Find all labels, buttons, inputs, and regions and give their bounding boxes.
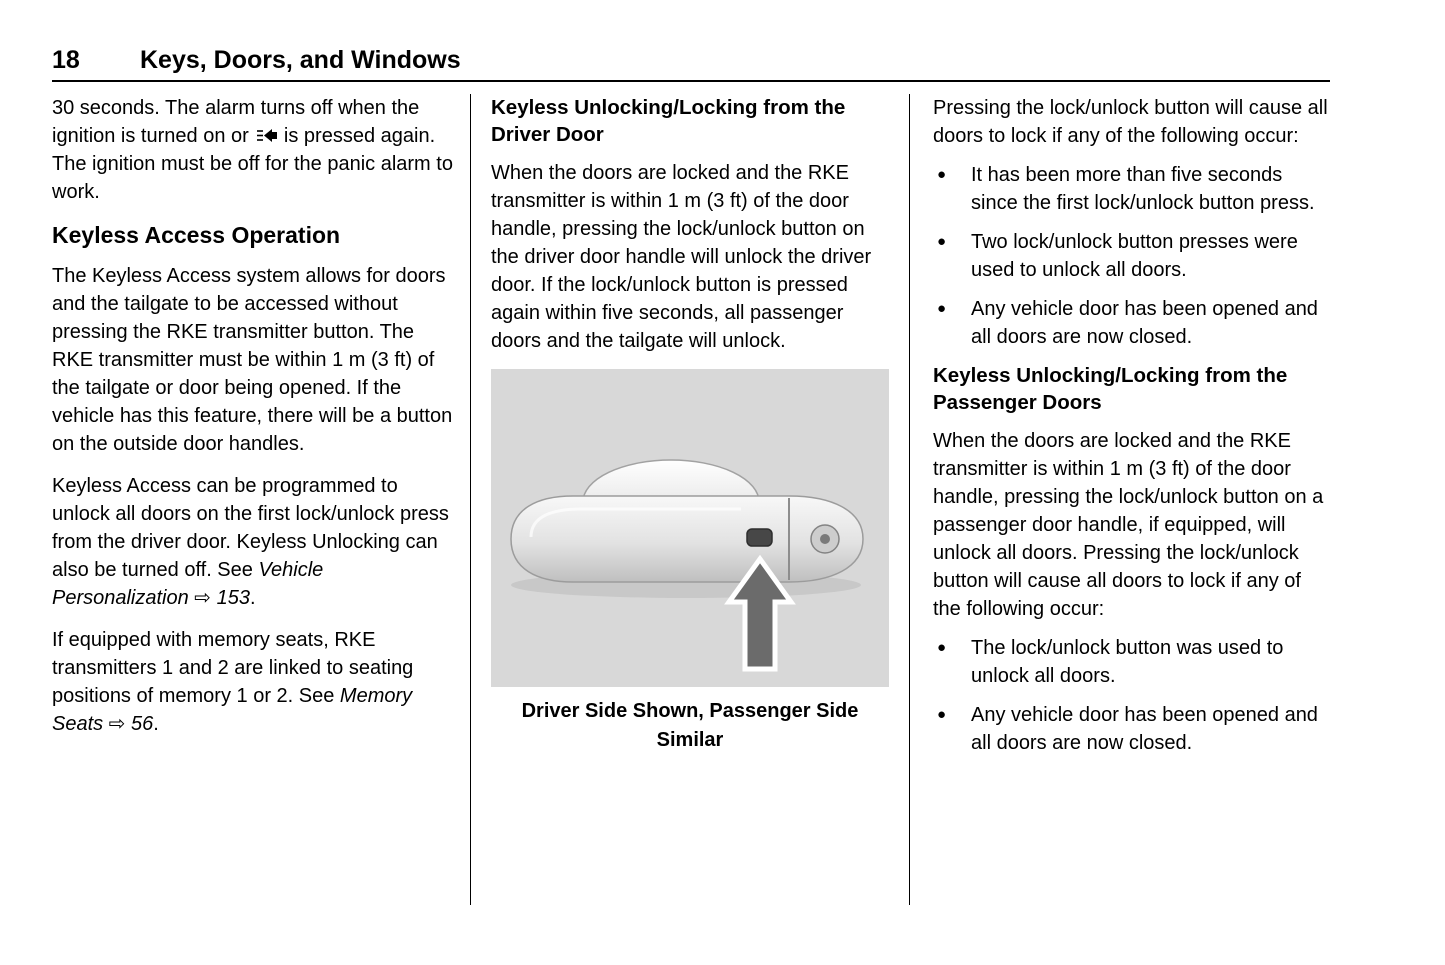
lock-unlock-button <box>747 529 772 546</box>
cross-reference-vehicle-personalization: Vehicle Personalization ⇨ 153 <box>52 559 324 609</box>
paragraph-panic-alarm <box>52 94 455 206</box>
door-handle-illustration <box>491 369 889 687</box>
paragraph-text: If equipped with memory seats, RKE transmitters 1 and 2 are linked to seating positions of memory 1 or 2. See <box>52 629 414 707</box>
paragraph-passenger-doors: When the doors are locked and the RKE transmitter is within 1 m (3 ft) of the door handle, pressing the lock/unlock button on a passenger door handle, if equipped, will unlock all doors. Pressing the lock/unlock button will cause all doors to lock if any of the following occur: <box>933 430 1324 620</box>
figure-caption: Driver Side Shown, Passenger Side Similar <box>521 700 859 751</box>
paragraph-keyless-system: The Keyless Access system allows for doors and the tailgate to be accessed without pressing the RKE transmitter button. The RKE transmitter must be within 1 m (3 ft) of the tailgate or door being opened. If the vehicle has this feature, there will be a button on the outside door handles. <box>52 265 453 455</box>
panic-horn-icon <box>256 127 278 144</box>
heading-driver-door: Keyless Unlocking/Locking from the Driver Door <box>491 96 846 146</box>
paragraph-text: Keyless Access can be programmed to unlock all doors on the first lock/unlock press from the driver door. Keyless Unlocking can also be turned off. See <box>52 475 449 581</box>
lock-conditions-list <box>933 161 1330 351</box>
paragraph-text: . <box>153 713 159 735</box>
door-handle-figure <box>491 369 889 755</box>
column-divider <box>470 94 471 905</box>
column-divider <box>909 94 910 905</box>
list-item: ● Two lock/unlock button presses were used to unlock all doors. <box>933 228 1330 284</box>
paragraph-driver-door: When the doors are locked and the RKE transmitter is within 1 m (3 ft) of the door handle, pressing the lock/unlock button on the driver door handle will unlock the driver door. If the lock/unlock button is pressed again within five seconds, all passenger doors and the tailgate will unlock. <box>491 162 872 352</box>
column-3 <box>933 94 1330 768</box>
page-title: Keys, Doors, and Windows <box>140 46 461 74</box>
list-item: ● Any vehicle door has been opened and all doors are now closed. <box>933 295 1330 351</box>
paragraph-lock-conditions: Pressing the lock/unlock button will cause all doors to lock if any of the following occur: <box>933 97 1328 147</box>
list-item: ● The lock/unlock button was used to unlock all doors. <box>933 634 1330 690</box>
keyhole <box>820 534 830 544</box>
paragraph-text: is pressed again. The ignition must be off for the panic alarm to work. <box>52 125 453 203</box>
heading-passenger-doors: Keyless Unlocking/Locking from the Passenger Doors <box>933 364 1288 414</box>
header-rule <box>52 80 1330 82</box>
list-item: ● Any vehicle door has been opened and all doors are now closed. <box>933 701 1330 757</box>
paragraph-memory-seats <box>52 626 455 738</box>
page-header <box>52 46 1330 75</box>
cross-reference-memory-seats: Memory Seats ⇨ 56 <box>52 685 413 735</box>
heading-keyless-access-operation: Keyless Access Operation <box>52 222 341 248</box>
paragraph-programming <box>52 472 455 612</box>
page-number: 18 <box>52 46 80 74</box>
paragraph-text: . <box>250 587 256 609</box>
column-1 <box>52 94 455 752</box>
list-item: ● It has been more than five seconds since the first lock/unlock button press. <box>933 161 1330 217</box>
passenger-lock-conditions-list <box>933 634 1330 757</box>
paragraph-text: 30 seconds. The alarm turns off when the ignition is turned on or <box>52 97 420 147</box>
content-columns <box>52 94 1330 905</box>
column-2 <box>491 94 889 755</box>
